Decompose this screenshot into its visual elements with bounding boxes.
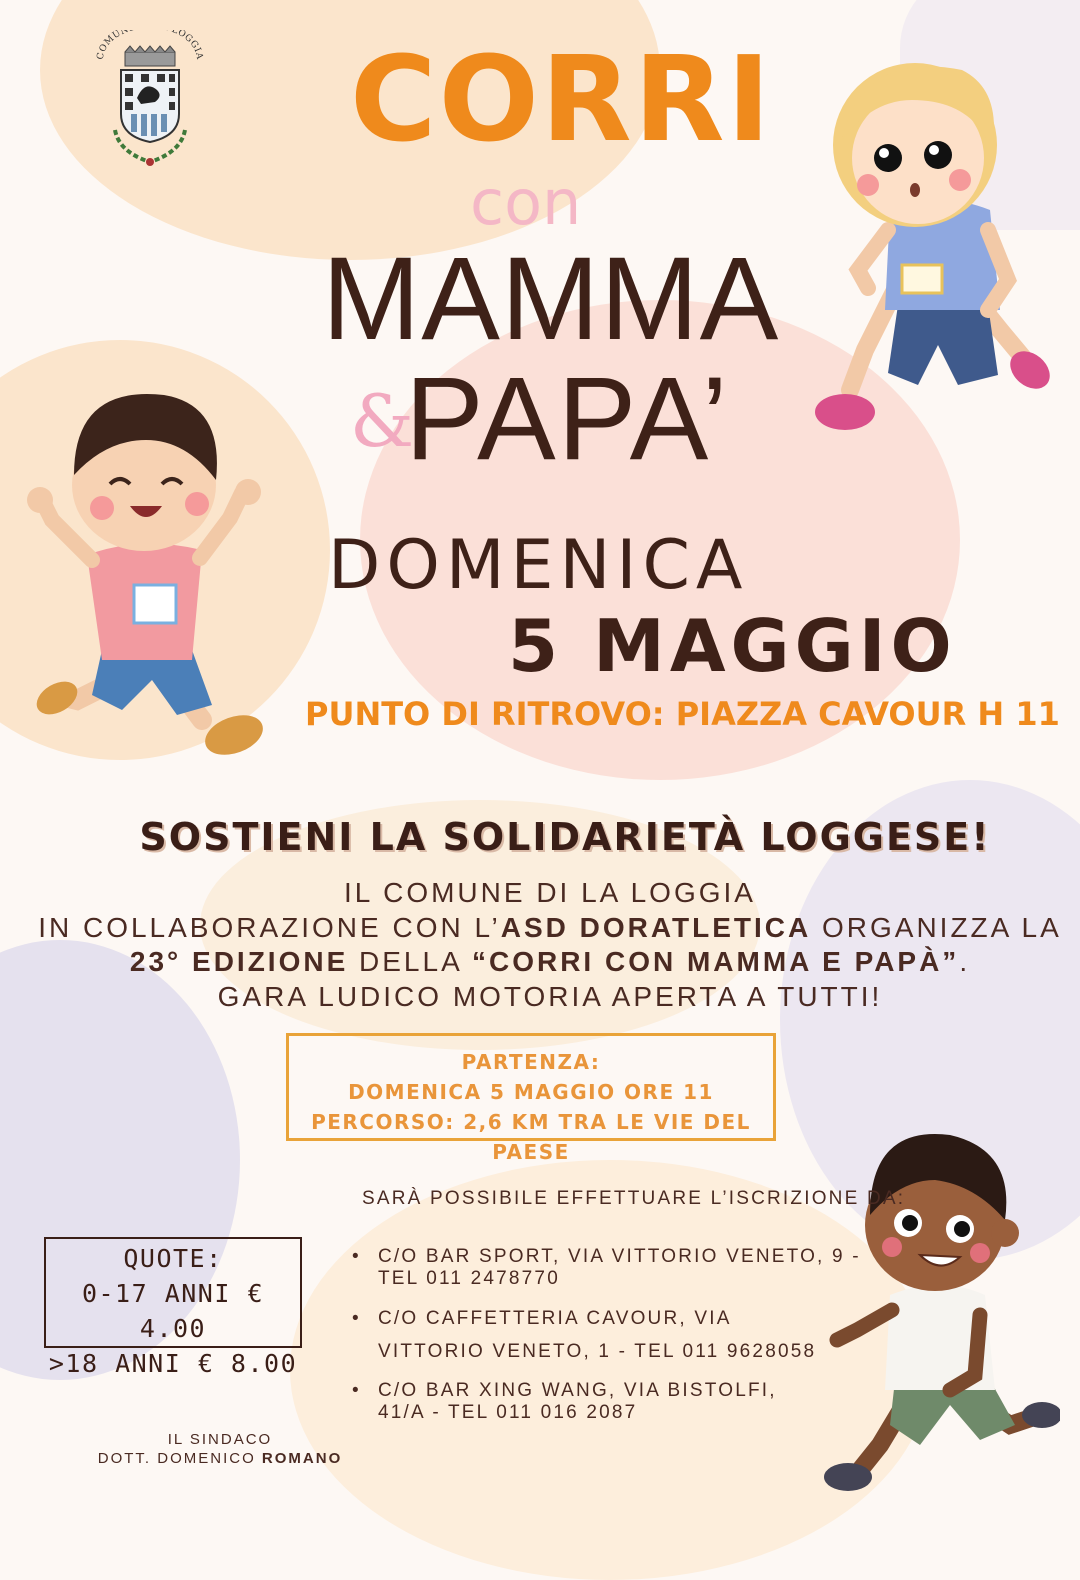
start-label: PARTENZA: (461, 1050, 601, 1074)
description-line-1: IL COMUNE DI LA LOGGIA (344, 877, 756, 908)
mayor-role: IL SINDACO (167, 1431, 273, 1448)
title-mamma: MAMMA (322, 233, 780, 365)
fees-label: QUOTE: (123, 1244, 223, 1273)
title-ampersand: & (350, 379, 415, 463)
start-info-box (286, 1033, 776, 1164)
crest-caption: COMUN LOGGIA (95, 30, 205, 61)
meeting-point: PUNTO DI RITROVO: PIAZZA CAVOUR H 11 (305, 695, 1060, 733)
description-text: ORGANIZZA LA (811, 911, 1062, 943)
mayor-title: DOTT. DOMENICO (97, 1450, 262, 1467)
route-info: PERCORSO: 2,6 KM TRA LE VIE DEL PAESE (311, 1110, 751, 1164)
description-line-3 (20, 945, 1080, 980)
mayor-signature (60, 1430, 380, 1468)
edition-number: 23° EDIZIONE (129, 946, 349, 977)
registration-title: SARÀ POSSIBILE EFFETTUARE L’ISCRIZIONE DA: (362, 1188, 906, 1209)
event-date: 5 MAGGIO (508, 604, 957, 688)
fee-under-18: 0-17 ANNI € 4.00 (81, 1279, 265, 1343)
registration-place: • C/O BAR XING WANG, VIA BISTOLFI, 41/A - TEL 011 016 2087 (352, 1380, 818, 1424)
fee-over-18: >18 ANNI € 8.00 (48, 1349, 298, 1378)
event-name: “CORRI CON MAMMA E PAPÀ” (471, 946, 960, 977)
event-day: DOMENICA (328, 526, 749, 605)
running-girl-illustration (810, 40, 1060, 450)
registration-place: • C/O BAR SPORT, VIA VITTORIO VENETO, 9 - TEL 011 2478770 (352, 1246, 878, 1290)
registration-place: • C/O CAFFETTERIA CAVOUR, VIA VITTORIO VENETO, 1 - TEL 011 9628058 (352, 1302, 818, 1368)
organizer-name: ASD DORATLETICA (500, 911, 812, 943)
fees-box (44, 1237, 302, 1378)
title-con: con (470, 166, 582, 239)
title-papa: PAPA’ (405, 353, 730, 485)
mayor-name (60, 1449, 380, 1468)
event-description (20, 876, 1080, 1014)
description-text: . (959, 946, 971, 977)
municipal-crest-logo (95, 30, 205, 180)
title-corri: CORRI (350, 30, 773, 168)
mayor-surname: ROMANO (261, 1450, 343, 1467)
start-time: DOMENICA 5 MAGGIO ORE 11 (348, 1080, 714, 1104)
description-line-2 (20, 911, 1080, 946)
registration-list (352, 1246, 872, 1424)
description-text: IN COLLABORAZIONE CON L’ (38, 911, 501, 943)
description-line-4: GARA LUDICO MOTORIA APERTA A TUTTI! (217, 980, 883, 1012)
description-text: DELLA (348, 946, 472, 977)
support-headline: SOSTIENI LA SOLIDARIETÀ LOGGESE! (139, 815, 991, 859)
running-boy-illustration (22, 380, 272, 770)
